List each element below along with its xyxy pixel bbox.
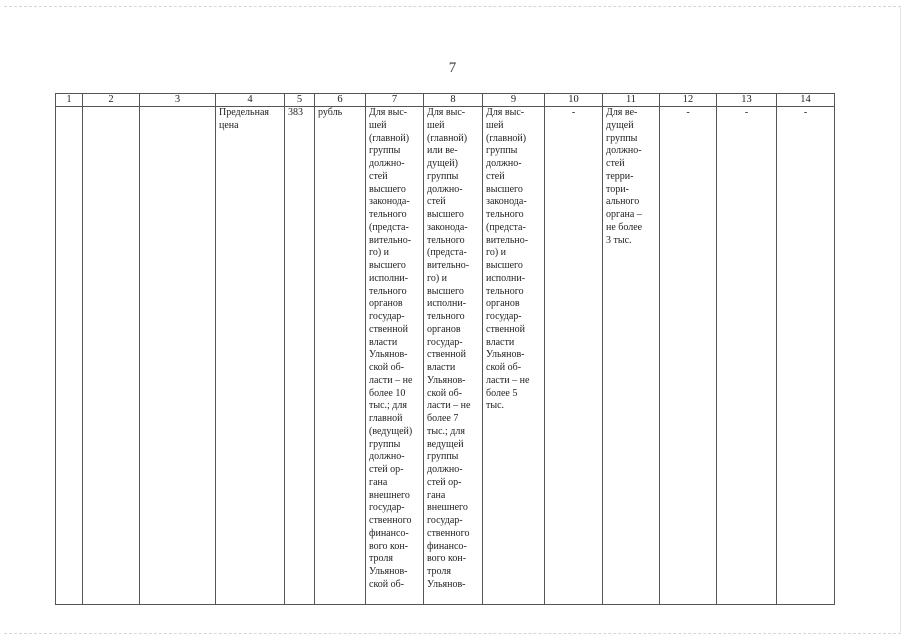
cell-10: - (545, 107, 603, 605)
header-cell-7: 7 (366, 94, 424, 107)
header-cell-11: 11 (603, 94, 660, 107)
header-cell-10: 10 (545, 94, 603, 107)
header-cell-13: 13 (717, 94, 777, 107)
cell-code: 383 (285, 107, 315, 605)
cell-7: Для выс- шей (главной) группы должно- стей высшего законода- тельного (предста- вительно- го) и высшего исполни- тельного органов государ- ственной власти Ульянов- ской об- ласти – не более 10 тыс.; для главной (ведущей) группы должно- стей ор- гана внешнего государ- ственного финансо- вого кон- троля Ульянов- ской об- (366, 107, 424, 605)
header-cell-14: 14 (777, 94, 835, 107)
table-row (56, 107, 835, 605)
cell-14: - (777, 107, 835, 605)
document-table (55, 93, 835, 605)
cell-8: Для выс- шей (главной) или ве- дущей) группы должно- стей высшего законода- тельного (предста- вительно- го) и высшего исполни- тельного органов государ- ственной власти Ульянов- ской об- ласти – не более 7 тыс.; для ведущей группы должно- стей ор- гана внешнего государ- ственного финансо- вого кон- троля Ульянов- (424, 107, 483, 605)
header-cell-9: 9 (483, 94, 545, 107)
header-cell-2: 2 (83, 94, 140, 107)
cell-1 (56, 107, 83, 605)
cell-9: Для выс- шей (главной) группы должно- стей высшего законода- тельного (предста- вительно- го) и высшего исполни- тельного органов государ- ственной власти Ульянов- ской об- ласти – не более 5 тыс. (483, 107, 545, 605)
header-cell-3: 3 (140, 94, 216, 107)
cell-unit: рубль (315, 107, 366, 605)
header-cell-5: 5 (285, 94, 315, 107)
header-cell-4: 4 (216, 94, 285, 107)
header-cell-1: 1 (56, 94, 83, 107)
page-number: 7 (448, 60, 457, 76)
cell-12: - (660, 107, 717, 605)
cell-11: Для ве- дущей группы должно- стей терри- тори- ального органа – не более 3 тыс. (603, 107, 660, 605)
header-row (56, 94, 835, 107)
header-cell-12: 12 (660, 94, 717, 107)
cell-price-type: Предельная цена (216, 107, 285, 605)
cell-3 (140, 107, 216, 605)
header-cell-6: 6 (315, 94, 366, 107)
cell-13: - (717, 107, 777, 605)
cell-2 (83, 107, 140, 605)
header-cell-8: 8 (424, 94, 483, 107)
